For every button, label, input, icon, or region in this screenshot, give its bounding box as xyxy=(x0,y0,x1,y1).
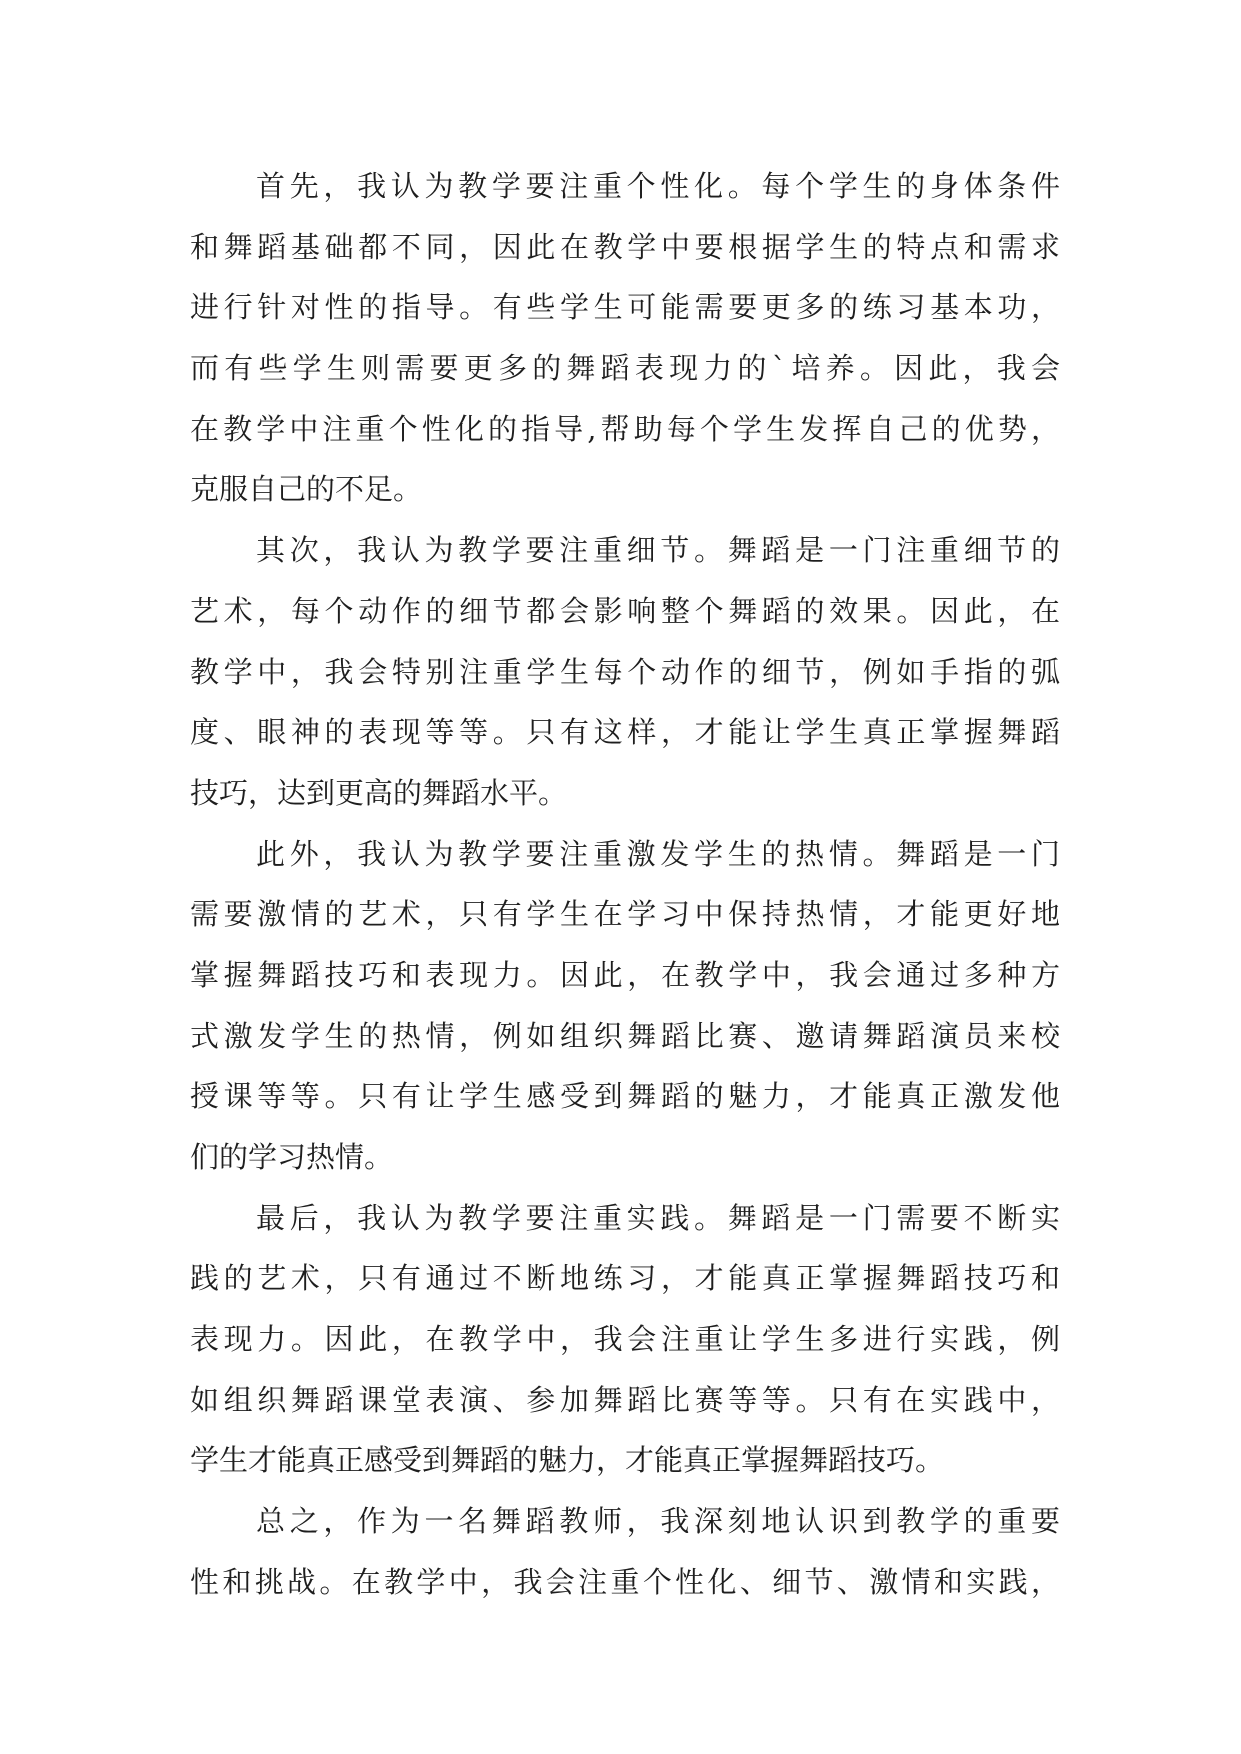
text-line: 式激发学生的热情，例如组织舞蹈比赛、邀请舞蹈演员来校 xyxy=(190,1018,1060,1053)
text-line: 授课等等。只有让学生感受到舞蹈的魅力，才能真正激发他 xyxy=(190,1079,1060,1114)
paragraph-2 xyxy=(190,520,1060,823)
paragraph-5 xyxy=(190,1491,1060,1612)
text-line: 总之，作为一名舞蹈教师，我深刻地认识到教学的重要 xyxy=(256,1504,1060,1539)
paragraph-1 xyxy=(190,156,1060,520)
text-line: 其次，我认为教学要注重细节。舞蹈是一门注重细节的 xyxy=(256,533,1060,568)
text-line: 教学中，我会特别注重学生每个动作的细节，例如手指的弧 xyxy=(190,654,1060,689)
text-line: 性和挑战。在教学中，我会注重个性化、细节、激情和实践， xyxy=(190,1564,1060,1599)
text-line: 如组织舞蹈课堂表演、参加舞蹈比赛等等。只有在实践中， xyxy=(190,1382,1060,1417)
paragraph-4 xyxy=(190,1188,1060,1491)
text-line: 需要激情的艺术，只有学生在学习中保持热情，才能更好地 xyxy=(190,897,1060,932)
text-line: 此外，我认为教学要注重激发学生的热情。舞蹈是一门 xyxy=(256,836,1060,871)
paragraph-3 xyxy=(190,824,1060,1188)
text-line: 学生才能真正感受到舞蹈的魅力，才能真正掌握舞蹈技巧。 xyxy=(190,1443,945,1478)
text-line: 技巧，达到更高的舞蹈水平。 xyxy=(190,775,568,810)
text-line: 和舞蹈基础都不同，因此在教学中要根据学生的特点和需求 xyxy=(190,229,1060,264)
text-line: 掌握舞蹈技巧和表现力。因此，在教学中，我会通过多种方 xyxy=(190,957,1060,992)
text-line: 进行针对性的指导。有些学生可能需要更多的练习基本功， xyxy=(190,290,1060,325)
text-line: 在教学中注重个性化的指导,帮助每个学生发挥自己的优势， xyxy=(190,411,1060,446)
text-line: 克服自己的不足。 xyxy=(190,472,423,507)
text-line: 最后，我认为教学要注重实践。舞蹈是一门需要不断实 xyxy=(256,1200,1060,1235)
text-line: 表现力。因此，在教学中，我会注重让学生多进行实践，例 xyxy=(190,1322,1060,1357)
text-line: 艺术，每个动作的细节都会影响整个舞蹈的效果。因此，在 xyxy=(190,593,1060,628)
text-line: 践的艺术，只有通过不断地练习，才能真正掌握舞蹈技巧和 xyxy=(190,1261,1060,1296)
text-line: 们的学习热情。 xyxy=(190,1140,394,1174)
text-line: 而有些学生则需要更多的舞蹈表现力的`培养。因此，我会 xyxy=(190,351,1060,386)
text-line: 首先，我认为教学要注重个性化。每个学生的身体条件 xyxy=(256,169,1060,203)
text-line: 度、眼神的表现等等。只有这样，才能让学生真正掌握舞蹈 xyxy=(190,715,1060,750)
document-body xyxy=(190,156,1060,1613)
